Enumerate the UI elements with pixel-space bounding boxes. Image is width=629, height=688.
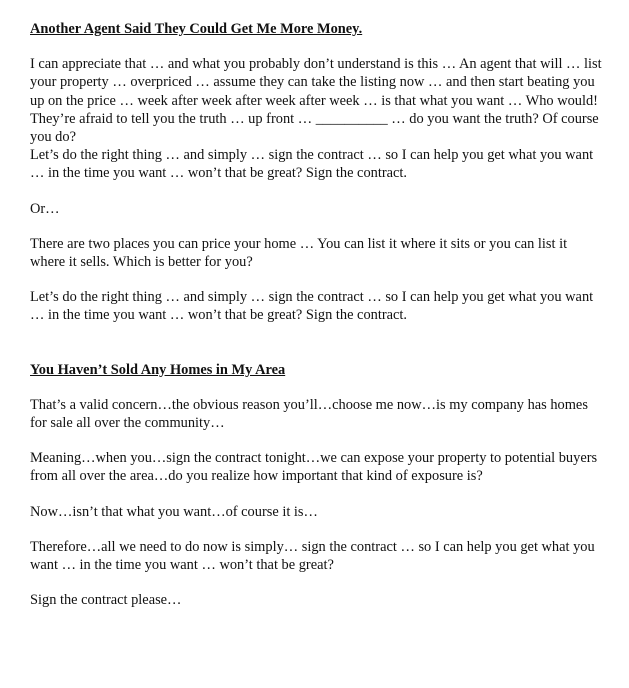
- spacer: [30, 379, 605, 396]
- paragraph: Therefore…all we need to do now is simply… sign the contract … so I can help you get what you want … in the time you want … won’t that be great?: [30, 538, 595, 574]
- spacer: [30, 486, 605, 503]
- spacer: [30, 432, 605, 449]
- paragraph: They’re afraid to tell you the truth … up front … __________ … do you want the truth? Of course you do?: [30, 110, 599, 146]
- section-heading-no-homes-sold: You Haven’t Sold Any Homes in My Area: [30, 361, 286, 378]
- paragraph-closing: Sign the contract please…: [30, 592, 182, 609]
- spacer: [30, 574, 605, 591]
- document-page: [30, 20, 605, 609]
- paragraph: There are two places you can price your home … You can list it where it sits or you can list it where it sells. Which is better for you?: [30, 235, 568, 271]
- spacer: [30, 325, 605, 361]
- paragraph: Let’s do the right thing … and simply … sign the contract … so I can help you get what you want … in the time you want … won’t that be great? Sign the contract.: [30, 147, 594, 182]
- section-heading-more-money: Another Agent Said They Could Get Me More Money.: [30, 21, 363, 37]
- spacer: [30, 271, 605, 288]
- paragraph: That’s a valid concern…the obvious reason you’ll…choose me now…is my company has homes for sale all over the community…: [30, 396, 588, 432]
- spacer: [30, 38, 605, 55]
- paragraph-or: Or…: [30, 200, 60, 217]
- paragraph: Let’s do the right thing … and simply … sign the contract … so I can help you get what you want … in the time you want … won’t that be great? Sign the contract.: [30, 289, 594, 324]
- paragraph: Meaning…when you…sign the contract tonight…we can expose your property to potential buyers from all over the area…do you realize how important that kind of exposure is?: [30, 450, 598, 485]
- paragraph: I can appreciate that … and what you probably don’t understand is this … An agent that will … list your property … overpriced … assume they can take the listing now … and then start beating you up on the price … week after week after week after week … is that what you want … Who would!: [30, 56, 602, 109]
- spacer: [30, 521, 605, 538]
- paragraph: Now…isn’t that what you want…of course it is…: [30, 503, 318, 520]
- spacer: [30, 218, 605, 235]
- spacer: [30, 183, 605, 200]
